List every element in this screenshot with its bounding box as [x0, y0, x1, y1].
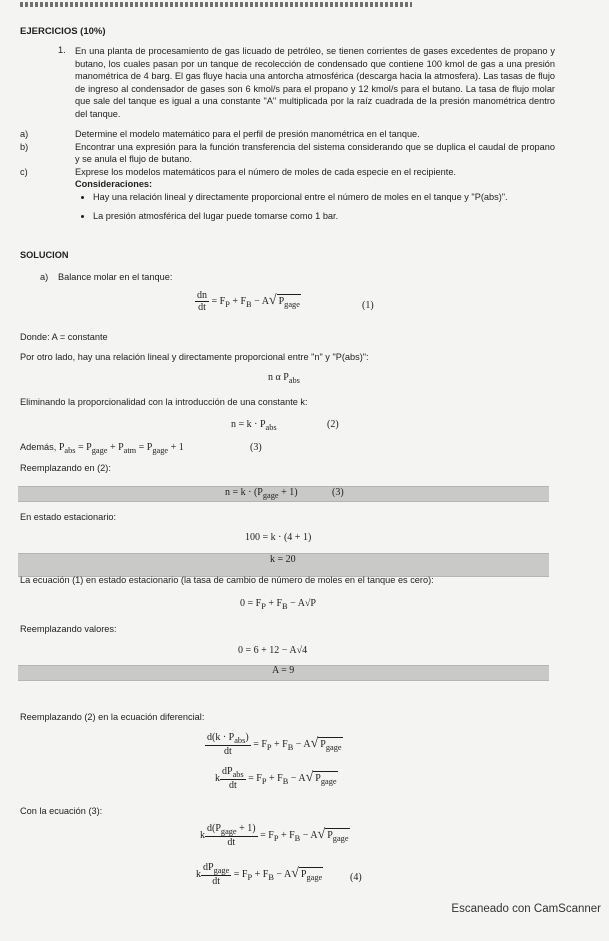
a-result: A = 9 — [272, 665, 295, 676]
considerations-list — [75, 191, 555, 222]
solution-title: SOLUCION — [20, 250, 69, 260]
con-ecuacion3-text: Con la ecuación (3): — [20, 806, 103, 816]
ademas-equation: Además, $P_{abs} = P_{gage} + P_{atm} = P_{gage} + 1$ — [20, 442, 184, 455]
consideration-item: • La presión atmosférica del lugar puede tomarse como 1 bar. — [93, 210, 555, 223]
reemplazando-valores-text: Reemplazando valores: — [20, 624, 117, 634]
lineal-text: Por otro lado, hay una relación lineal y directamente proporcional entre "n" y "P(abs)": — [20, 352, 369, 362]
elim-text: Eliminando la proporcionalidad con la introducción de una constante k: — [20, 397, 308, 407]
ecuacion1-text: La ecuación (1) en estado estacionario (la tasa de cambio de número de moles en el tanque es cero): — [20, 575, 434, 585]
diff-eq-4: k $\frac{dP_{gage}}{dt}$ = $F_P + F_B - A√$ $P_{gage}$ — [196, 862, 323, 887]
band1-equation: $n = k \cdot (P_{gage} + 1)$ — [225, 487, 298, 500]
values-eq: 0 = 6 + 12 − A√4 — [238, 645, 308, 656]
eq1-number: (1) — [362, 300, 374, 311]
problem-items — [20, 128, 555, 222]
diff-eq-2: k $\frac{dP_{abs}}{dt}$ = $F_P + F_B - A√$ $P_{gage}$ — [215, 766, 337, 791]
consideration-item: • Hay una relación lineal y directamente proporcional entre el número de moles en el tanque y "P(abs)". — [93, 191, 555, 204]
page-title: EJERCICIOS (10%) — [20, 26, 106, 37]
reemplazando-2-text: Reemplazando en (2): — [20, 463, 111, 473]
part-a-label: a) — [40, 272, 49, 282]
item-c: c) Exprese los modelos matemáticos para el número de moles de cada especie en el recipiente. — [20, 166, 456, 177]
problem-statement: En una planta de procesamiento de gas licuado de petróleo, se tienen corrientes de gases excedentes de propano y butano, los cuales pasan por un tanque de recolección de condensado que contiene 100 kmol de gas a una presión manométrica de 4 barg. El gas fluye hacia una antorcha atmosférica (descarga hacia la atmosfera). Las tasas de flujo de ingreso al condensador de gases son 6 kmol/s para el propano y 12 kmol/s para el butano. La tasa de flujo molar que sale del tanque es igual a una constante "A" multiplicada por la raíz cuadrada de la presión manométrica dentro del tanque. — [75, 46, 555, 119]
steady-state-eq: 100 = k · (4 + 1) — [245, 532, 312, 543]
estacionario-text: En estado estacionario: — [20, 512, 117, 522]
part-a-text: Balance molar en el tanque: — [58, 272, 173, 282]
equation-2: $n = k \cdot P_{abs}$ — [231, 419, 277, 432]
top-dashed-rule — [20, 2, 412, 7]
proportional-eq: n α $P_{abs}$ — [268, 372, 300, 385]
band1-number: (3) — [332, 487, 344, 498]
camscanner-footer: Escaneado con CamScanner — [451, 903, 601, 915]
eq2-number: (2) — [327, 419, 339, 430]
diff-eq-1: $\frac{d(k \cdot P_{abs})}{dt}$ = $F_P + F_B - A√$ $P_{gage}$ — [207, 732, 342, 757]
equation-1: $\frac{dn}{dt}$ = $F_P + F_B - A√$ $P_{gage}$ — [197, 290, 300, 313]
item-a: a) Determine el modelo matemático para el perfil de presión manométrica en el tanque. — [20, 129, 420, 139]
considerations-title: Consideraciones: — [75, 179, 153, 190]
problem-number: 1. — [58, 45, 66, 55]
reemplazando-dif-text: Reemplazando (2) en la ecuación diferencial: — [20, 712, 205, 722]
eq4-number: (4) — [350, 872, 362, 883]
item-b: b) Encontrar una expresión para la función transferencia del sistema considerando que se duplica el caudal de propano y se anula el flujo de butano. — [20, 141, 555, 165]
donde-text: Donde: A = constante — [20, 332, 108, 342]
steady-eq-sqrt: $0 = F_P + F_B - A√P$ — [240, 598, 316, 611]
eq3-number: (3) — [250, 442, 262, 453]
diff-eq-3: k $\frac{d(P_{gage} + 1)}{dt}$ = $F_P + F_B - A√$ $P_{gage}$ — [200, 823, 349, 848]
k-result: k = 20 — [270, 554, 296, 565]
